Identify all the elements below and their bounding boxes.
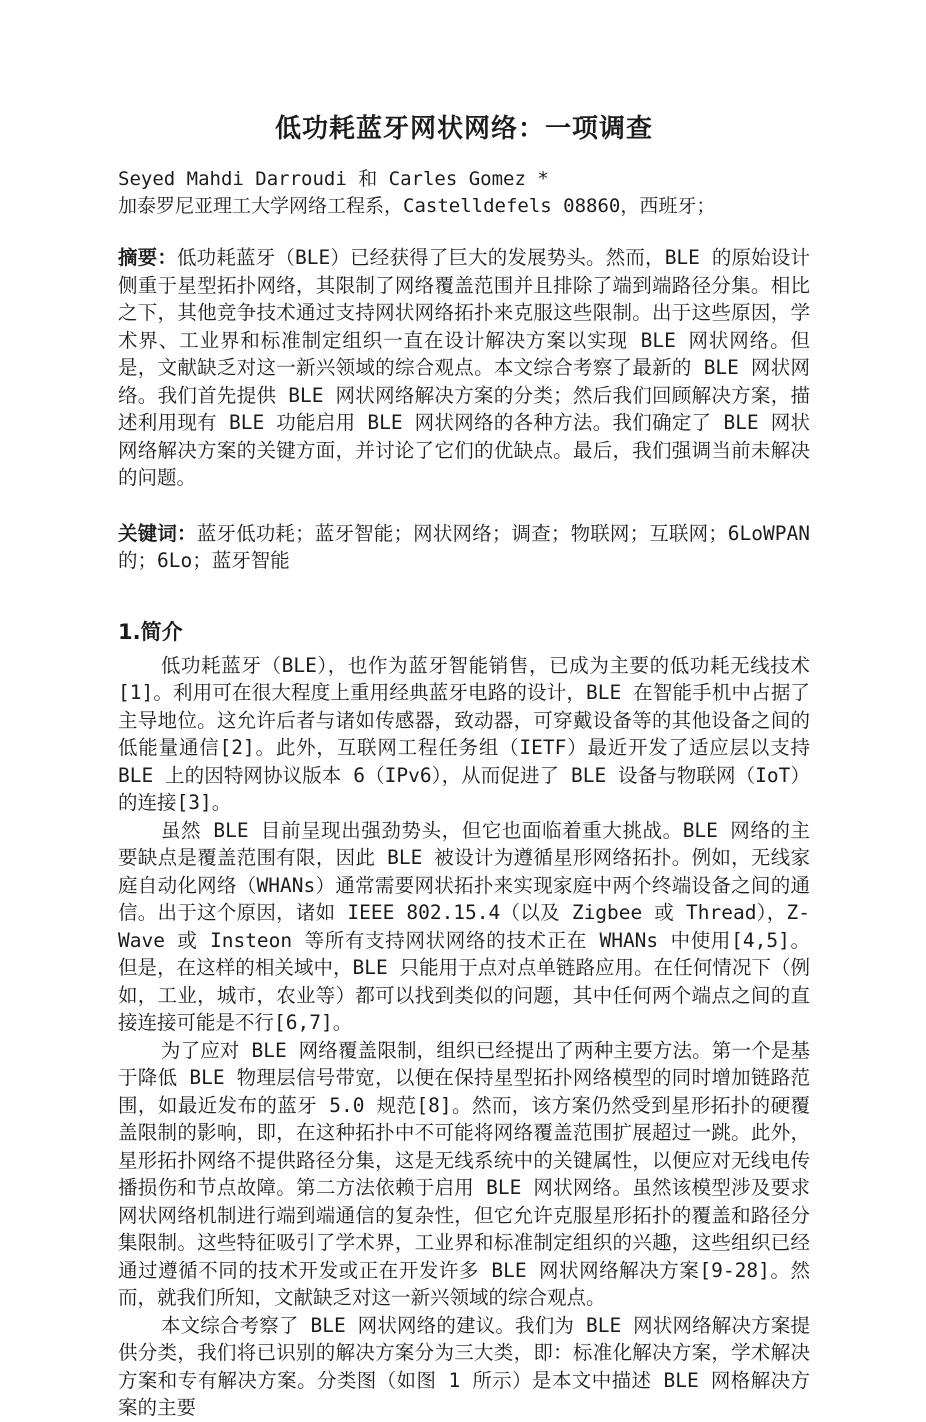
section-1-paragraph-4: 本文综合考察了 BLE 网状网络的建议。我们为 BLE 网状网络解决方案提供分类，我们将已识别的解决方案分为三大类，即：标准化解决方案，学术解决方案和专有解决方案。分类图（如图 1 所示）是本文中描述 BLE 网格解决方案的主要: [118, 1313, 810, 1419]
abstract-label: 摘要：: [118, 246, 177, 269]
section-1-heading: 1.简介: [118, 619, 183, 644]
keywords-paragraph: [118, 520, 810, 575]
affiliation-line: 加泰罗尼亚理工大学网络工程系，Castelldefels 08860，西班牙；: [118, 195, 716, 217]
keywords-label: 关键词：: [118, 521, 197, 545]
authors-line: Seyed Mahdi Darroudi 和 Carles Gomez *: [118, 168, 549, 190]
section-1-paragraph-3: 为了应对 BLE 网络覆盖限制，组织已经提出了两种主要方法。第一个是基于降低 BLE 物理层信号带宽，以便在保持星型拓扑网络模型的同时增加链路范围，如最近发布的蓝牙 5.0 规范[8]。然而，该方案仍然受到星形拓扑的硬覆盖限制的影响，即，在这种拓扑中不可能将网络覆盖范围扩展超过一跳。此外，星形拓扑网络不提供路径分集，这是无线系统中的关键属性，以便应对无线电传播损伤和节点故障。第二方法依赖于启用 BLE 网状网络。虽然该模型涉及要求网状网络机制进行端到端通信的复杂性，但它允许克服星形拓扑的覆盖和路径分集限制。这些特征吸引了学术界，工业界和标准制定组织的兴趣，这些组织已经通过遵循不同的技术开发或正在开发许多 BLE 网状网络解决方案[9-28]。然而，就我们所知，文献缺乏对这一新兴领域的综合观点。: [118, 1038, 810, 1309]
abstract-paragraph: [118, 244, 810, 492]
section-1-paragraph-1: 低功耗蓝牙（BLE），也作为蓝牙智能销售，已成为主要的低功耗无线技术[1]。利用可在很大程度上重用经典蓝牙电路的设计，BLE 在智能手机中占据了主导地位。这允许后者与诸如传感器，致动器，可穿戴设备等的其他设备之间的低能量通信[2]。此外，互联网工程任务组（IETF）最近开发了适应层以支持 BLE 上的因特网协议版本 6（IPv6），从而促进了 BLE 设备与物联网（IoT）的连接[3]。: [118, 653, 810, 814]
keywords-text: 蓝牙低功耗；蓝牙智能；网状网络；调查；物联网；互联网；6LoWPAN 的；6Lo；蓝牙智能: [118, 521, 810, 572]
abstract-text: 低功耗蓝牙（BLE）已经获得了巨大的发展势头。然而，BLE 的原始设计侧重于星型拓扑网络，其限制了网络覆盖范围并且排除了端到端路径分集。相比之下，其他竞争技术通过支持网状网络拓扑来克服这些限制。出于这些原因，学术界、工业界和标准制定组织一直在设计解决方案以实现 BLE 网状网络。但是，文献缺乏对这一新兴领域的综合观点。本文综合考察了最新的 BLE 网状网络。我们首先提供 BLE 网状网络解决方案的分类；然后我们回顾解决方案，描述利用现有 BLE 功能启用 BLE 网状网络的各种方法。我们确定了 BLE 网状网络解决方案的关键方面，并讨论了它们的优缺点。最后，我们强调当前未解决的问题。: [118, 246, 810, 489]
section-1-paragraph-2: 虽然 BLE 目前呈现出强劲势头，但它也面临着重大挑战。BLE 网络的主要缺点是覆盖范围有限，因此 BLE 被设计为遵循星形网络拓扑。例如，无线家庭自动化网络（WHANs）通常需要网状拓扑来实现家庭中两个终端设备之间的通信。出于这个原因，诸如 IEEE 802.15.4（以及 Zigbee 或 Thread），Z-Wave 或 Insteon 等所有支持网状网络的技术正在 WHANs 中使用[4,5]。但是，在这样的相关域中，BLE 只能用于点对点单链路应用。在任何情况下（例如，工业，城市，农业等）都可以找到类似的问题，其中任何两个端点之间的直接连接可能是不行[6,7]。: [118, 818, 810, 1034]
paper-title: 低功耗蓝牙网状网络：一项调查: [274, 114, 653, 144]
